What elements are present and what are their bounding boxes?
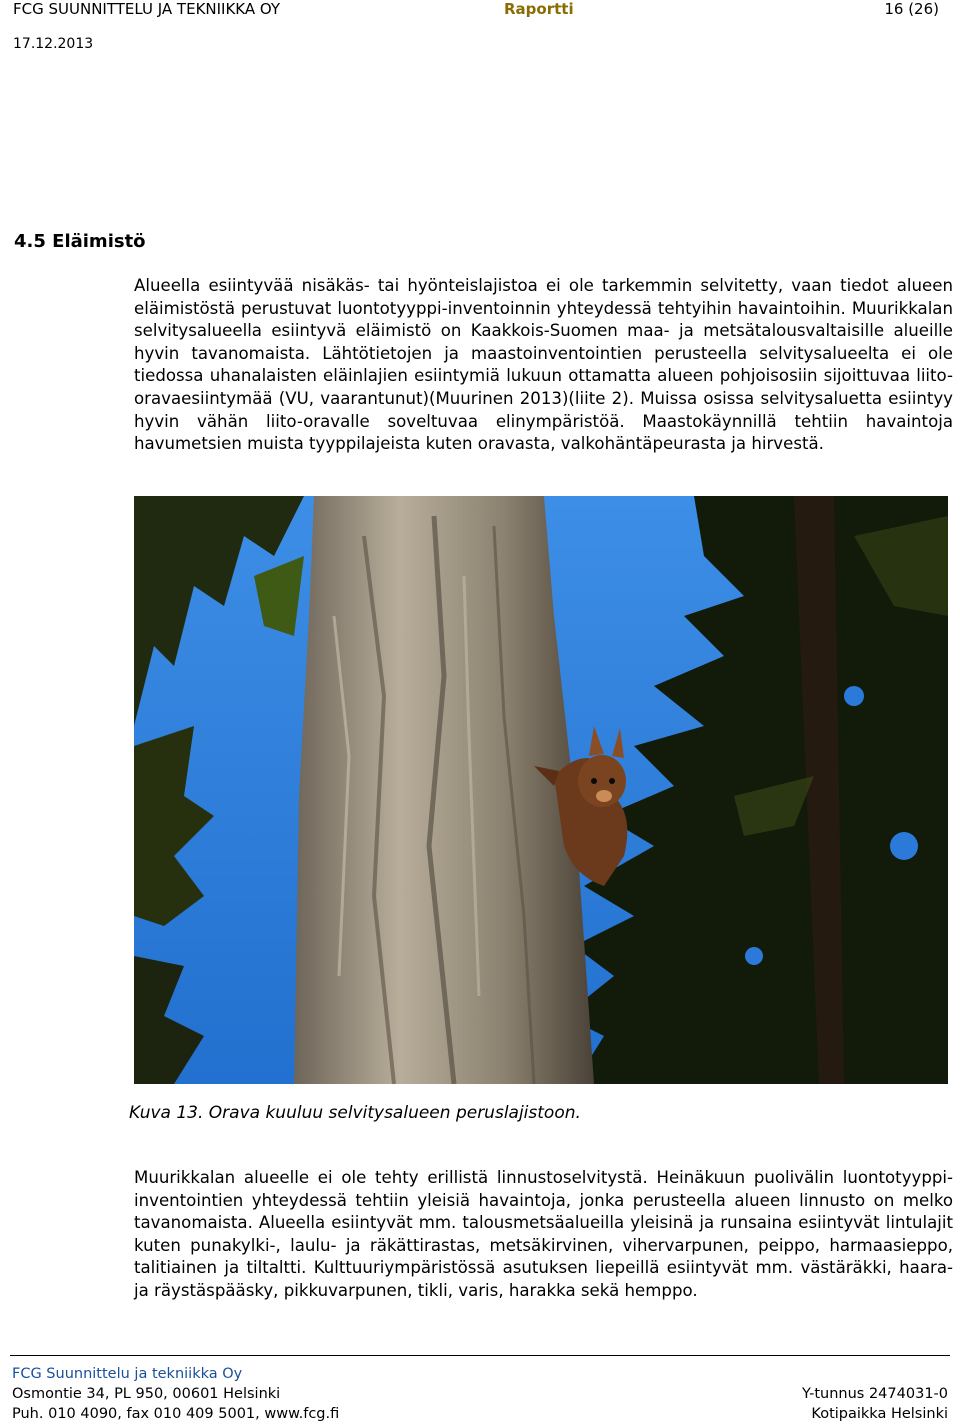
header-company: FCG SUUNNITTELU JA TEKNIIKKA OY bbox=[13, 0, 281, 18]
footer-contact: Puh. 010 4090, fax 010 409 5001, www.fcg.fi bbox=[12, 1406, 340, 1422]
paragraph-birds: Muurikkalan alueelle ei ole tehty erillistä linnustoselvitystä. Heinäkuun puolivälin luontotyyppi-inventointien yhteydessä tehtiin yleisiä havaintoja, jonka perusteella alueen linnusto on melko tavanomaista. Alueella esiintyvät mm. talousmetsäalueilla yleisinä ja runsaina esiintyvät lintulajit kuten punakylki-, laulu- ja räkättirastas, metsäkirvinen, vihervarpunen, peippo, harmaasieppo, talitiainen ja tiltaltti. Kulttuuriympäristössä asutuksen liepeillä esiintyvät mm. västäräkki, haara- ja räystäspääsky, pikkuvarpunen, tikli, varis, harakka sekä hemppo. bbox=[134, 1168, 953, 1300]
footer-divider bbox=[10, 1355, 950, 1356]
footer-business-id: Y-tunnus 2474031-0 bbox=[801, 1386, 948, 1402]
squirrel-photo bbox=[134, 496, 948, 1084]
page-footer bbox=[12, 1364, 948, 1424]
footer-address: Osmontie 34, PL 950, 00601 Helsinki bbox=[12, 1386, 281, 1402]
header-doc-type: Raportti bbox=[504, 0, 574, 18]
paragraph-fauna: Alueella esiintyvää nisäkäs- tai hyönteislajistoa ei ole tarkemmin selvitetty, vaan tiedot alueen eläimistöstä perustuvat luontotyyppi-inventoinnin yhteydessä tehtyihin havaintoihin. Muurikkalan selvitysalueella esiintyvä eläimistö on Kaakkois-Suomen maa- ja metsätalousvaltaisille alueille hyvin tavanomaista. Lähtötietojen ja maastoinventointien perusteella selvitysalueelta ei ole tiedossa uhanalaisten eläinlajien esiintymiä lukuun ottamatta alueen pohjoisosiin sijoittuvaa liito-oravaesiintymää (VU, vaarantunut)(Muurinen 2013)(liite 2). Muissa osissa selvitysaluetta esiintyy hyvin vähän liito-oravalle soveltuvaa elinympäristöä. Maastokäynnillä tehtiin havaintoja havumetsien muista tyyppilajeista kuten oravasta, valkohäntäpeurasta ja hirvestä. bbox=[134, 276, 953, 454]
footer-domicile: Kotipaikka Helsinki bbox=[811, 1406, 948, 1422]
header-date: 17.12.2013 bbox=[13, 36, 94, 52]
section-title: 4.5 Eläimistö bbox=[14, 231, 146, 252]
figure-caption: Kuva 13. Orava kuuluu selvitysalueen peruslajistoon. bbox=[129, 1103, 581, 1123]
footer-right-block bbox=[802, 1384, 948, 1424]
header-page-number: 16 (26) bbox=[884, 0, 939, 18]
page-header bbox=[10, 0, 940, 60]
footer-company: FCG Suunnittelu ja tekniikka Oy bbox=[12, 1366, 243, 1382]
